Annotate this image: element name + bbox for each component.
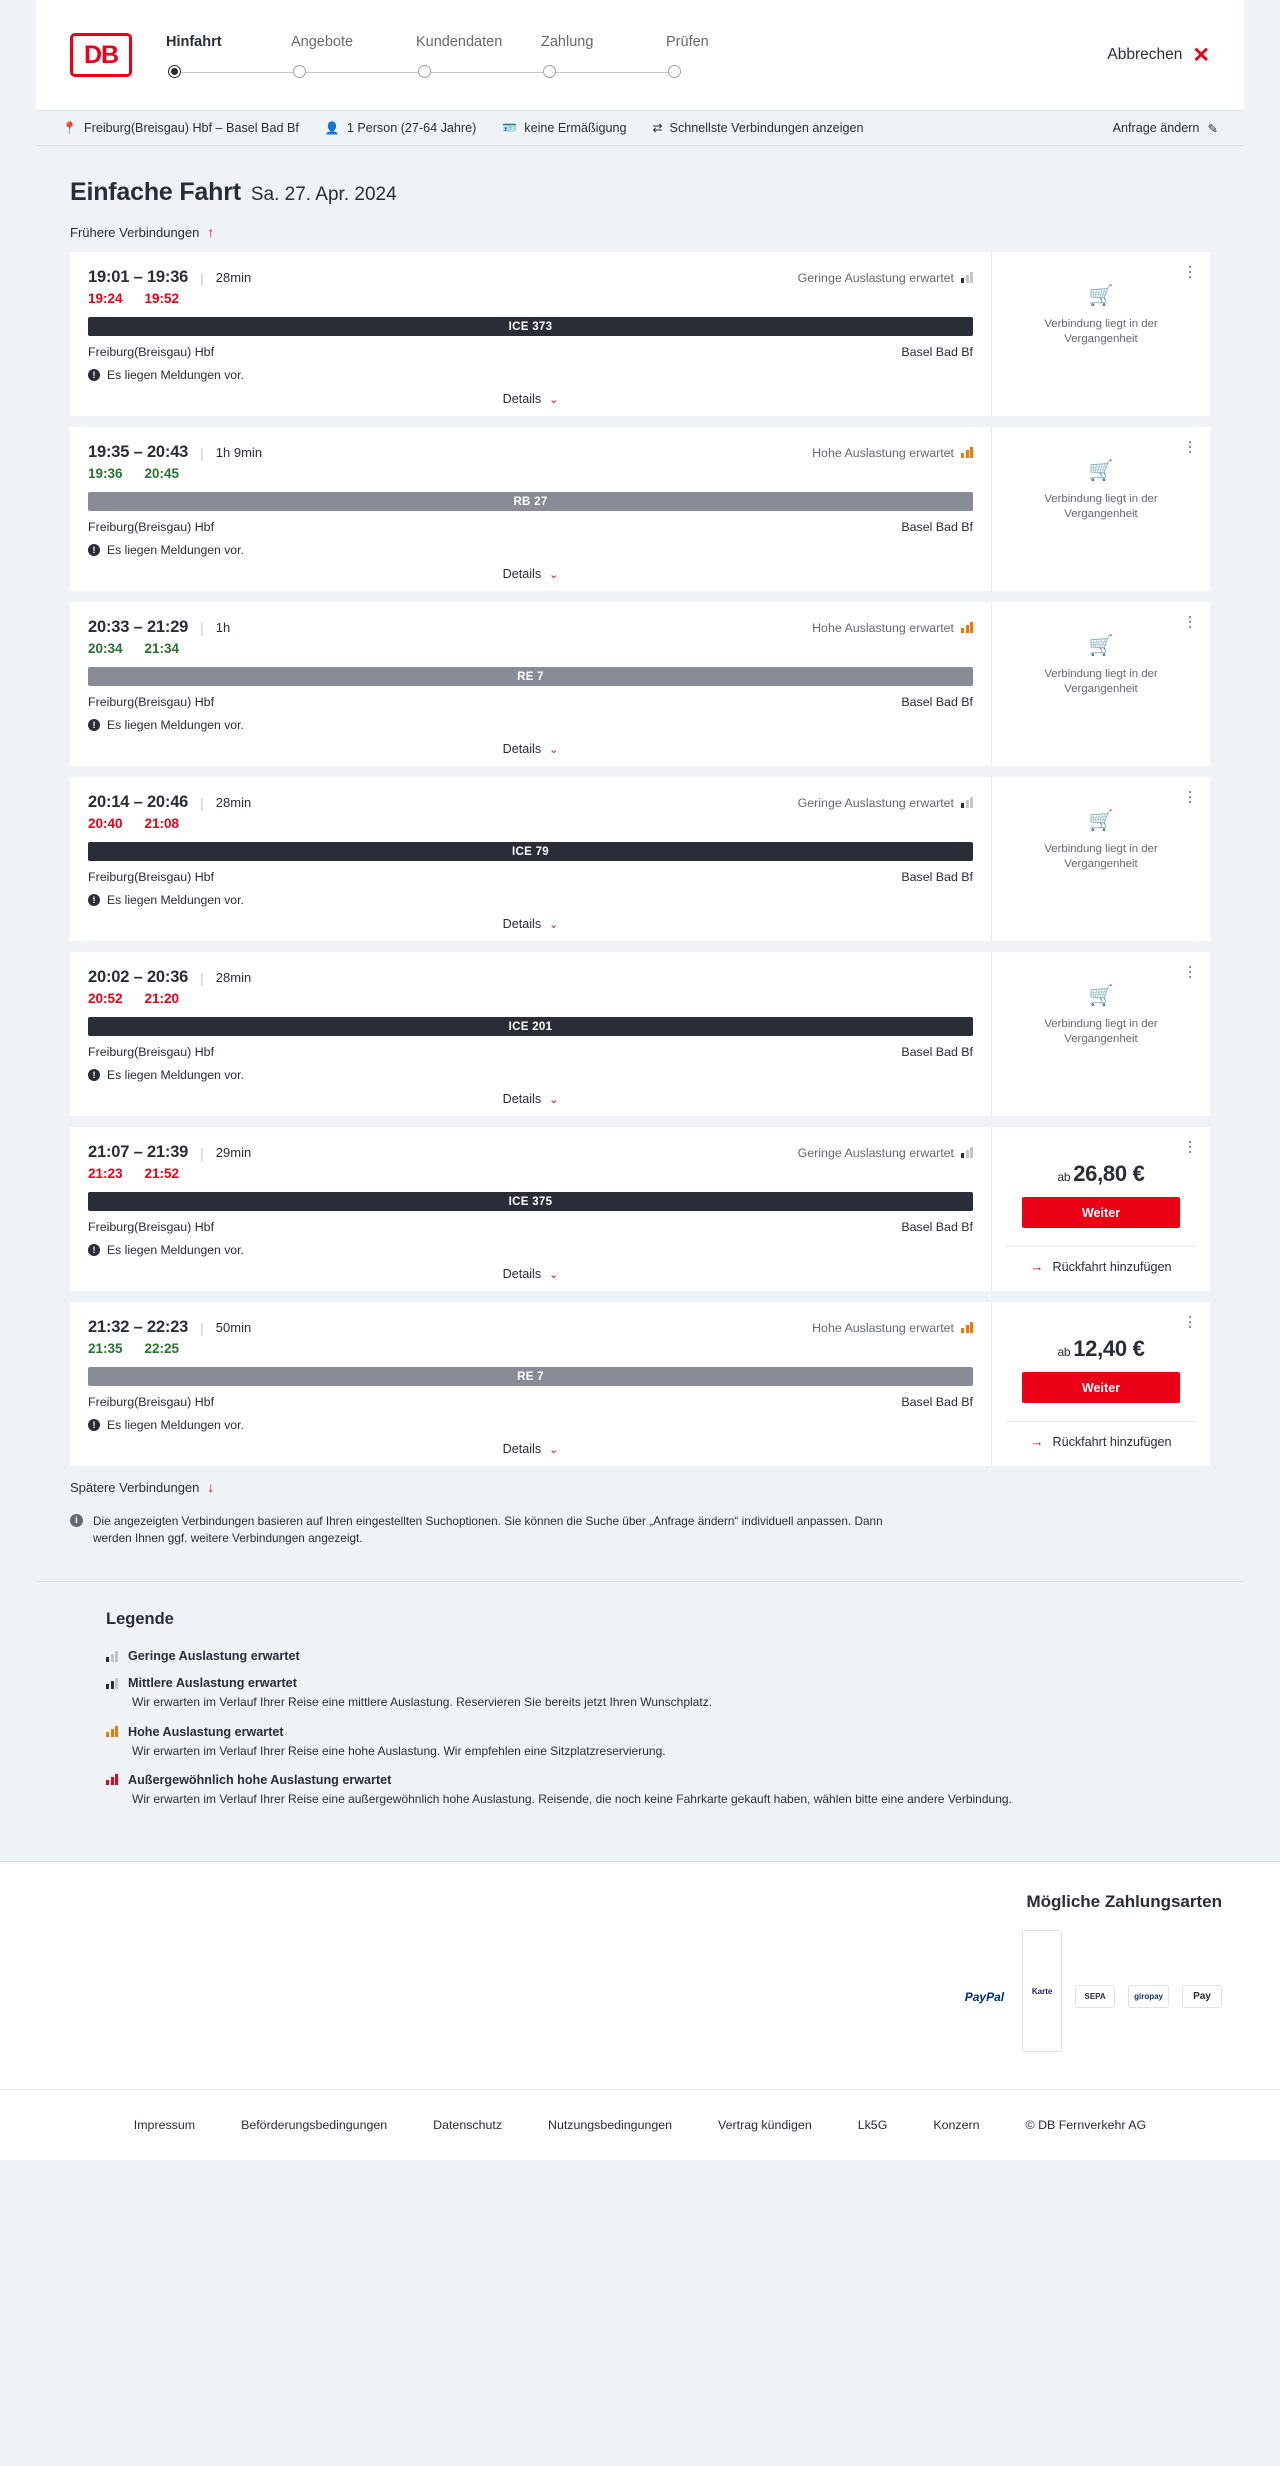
scheduled-time: 21:32 – 22:23 [88,1318,189,1336]
realtime-row [88,466,973,481]
info-icon: i [70,1514,83,1527]
realtime-departure: 20:52 [88,991,123,1006]
summary-discount[interactable] [502,121,626,135]
footer-link[interactable]: Lk5G [857,2118,888,2133]
duration-label: 28min [215,970,252,985]
scheduled-time: 21:07 – 21:39 [88,1143,189,1161]
occupancy-label: Hohe Auslastung erwartet [812,620,954,635]
train-badge: RE 7 [88,667,973,686]
connection-card[interactable] [70,427,1210,591]
realtime-departure: 20:34 [88,641,123,656]
connection-times-row [88,1318,973,1337]
occupancy-bars-icon [106,1774,118,1785]
legend-item [106,1649,1174,1663]
connection-list [36,252,1244,1466]
later-connections-button[interactable] [36,1479,1244,1495]
station-from: Freiburg(Breisgau) Hbf [88,1395,215,1409]
price-value: ab 26,80 € [1057,1161,1145,1186]
realtime-arrival: 19:52 [144,291,180,306]
divider: | [200,794,204,811]
step-connector [551,72,668,73]
chevron-down-icon: ⌄ [549,918,559,931]
add-return-label: Rückfahrt hinzufügen [1052,1434,1172,1449]
stations-row [88,870,973,884]
edit-request-button[interactable] [1113,121,1218,136]
scheduled-time: 20:33 – 21:29 [88,618,189,636]
stations-row [88,1045,973,1059]
station-from: Freiburg(Breisgau) Hbf [88,870,215,884]
details-toggle[interactable] [88,742,973,756]
summary-route[interactable] [62,121,299,135]
divider: | [200,444,204,461]
station-to: Basel Bad Bf [901,695,973,709]
duration-label: 50min [215,1320,252,1335]
search-summary-bar [36,110,1244,146]
price-prefix: ab [1057,1345,1071,1359]
connection-details [70,252,992,416]
connection-details [70,777,992,941]
connection-times-row [88,268,973,287]
divider: | [200,619,204,636]
station-to: Basel Bad Bf [901,1220,973,1234]
station-to: Basel Bad Bf [901,1395,973,1409]
price-prefix: ab [1057,1170,1071,1184]
cancel-button[interactable] [1107,45,1210,66]
warning-icon: ! [88,719,100,731]
arrow-right-icon: → [1030,1259,1044,1274]
legend-item [106,1773,1174,1808]
more-options-icon[interactable] [1182,1137,1198,1157]
occupancy-label: Geringe Auslastung erwartet [797,795,954,810]
connection-times-row [88,793,973,812]
past-connection-text: Verbindung liegt in der Vergangenheit [1044,1018,1158,1046]
warning-icon: ! [88,894,100,906]
payment-icons [960,1930,1222,2063]
connection-details [70,602,992,766]
sort-icon: ⇄ [652,121,663,135]
disruption-message [88,1243,973,1257]
page-title: Einfache Fahrt [70,178,241,206]
step-prüfen[interactable] [666,34,791,83]
step-connector [176,72,293,73]
realtime-departure: 20:40 [88,816,123,831]
details-label: Details [502,917,542,931]
later-connections-label: Spätere Verbindungen [70,1479,200,1495]
more-options-icon[interactable] [1182,1312,1198,1332]
scheduled-time: 19:01 – 19:36 [88,268,189,286]
connection-card[interactable] [70,1127,1210,1291]
legend-item-title: Geringe Auslastung erwartet [128,1649,300,1664]
app-header [36,0,1244,110]
step-connector [426,72,543,73]
realtime-departure: 19:36 [88,466,123,481]
realtime-row [88,291,973,306]
details-label: Details [502,1442,542,1456]
chevron-down-icon: ⌄ [549,1268,559,1281]
disruption-text: Es liegen Meldungen vor. [107,718,244,732]
past-connection-notice [1026,461,1176,523]
close-icon[interactable]: ✕ [1192,43,1210,67]
connection-card[interactable] [70,777,1210,941]
details-toggle[interactable] [88,392,973,406]
creditcard-icon: Karte [1022,1930,1062,2052]
occupancy-label: Geringe Auslastung erwartet [797,1145,954,1160]
stations-row [88,520,973,534]
payment-title: Mögliche Zahlungsarten [1026,1892,1222,1912]
summary-discount-label: keine Ermäßigung [524,121,627,135]
step-label: Prüfen [666,33,709,50]
payment-section [0,1862,1280,2089]
disruption-message [88,893,973,907]
add-return-label: Rückfahrt hinzufügen [1052,1259,1172,1274]
scheduled-time: 20:14 – 20:46 [88,793,189,811]
location-pin-icon: 📍 [62,121,77,135]
occupancy-label: Geringe Auslastung erwartet [797,270,954,285]
progress-steps [166,34,791,83]
train-badge: ICE 375 [88,1192,973,1211]
past-connection-text: Verbindung liegt in der Vergangenheit [1044,493,1158,521]
train-badge: ICE 373 [88,317,973,336]
realtime-row [88,816,973,831]
scheduled-time: 20:02 – 20:36 [88,968,189,986]
connection-booking [992,1302,1210,1466]
legend-item-desc: Wir erwarten im Verlauf Ihrer Reise eine mittlere Auslastung. Reservieren Sie bereits jetzt Ihren Wunschplatz. [132,1695,713,1710]
footer-link[interactable]: Konzern [933,2118,980,2133]
occupancy-bars-icon [961,1322,973,1333]
more-options-icon[interactable] [1182,437,1198,457]
station-from: Freiburg(Breisgau) Hbf [88,1045,215,1059]
stations-row [88,1220,973,1234]
occupancy-bars-icon [961,622,973,633]
stations-row [88,345,973,359]
step-label: Hinfahrt [166,33,222,50]
edit-request-label: Anfrage ändern [1112,121,1200,135]
station-to: Basel Bad Bf [901,345,973,359]
details-toggle[interactable] [88,1442,973,1456]
search-hint [70,1513,900,1547]
footer-link[interactable]: Datenschutz [433,2118,503,2133]
step-dot-icon [543,65,556,78]
connection-booking [992,777,1210,941]
occupancy-bars-icon [961,1147,973,1158]
step-kundendaten[interactable] [416,34,541,83]
realtime-arrival: 21:52 [144,1166,180,1181]
chevron-down-icon: ⌄ [549,393,559,406]
disruption-message [88,1418,973,1432]
connection-details [70,1127,992,1291]
connection-details [70,1302,992,1466]
scheduled-time: 19:35 – 20:43 [88,443,189,461]
giropay-icon: giropay [1128,1985,1169,2008]
step-zahlung[interactable] [541,34,666,83]
warning-icon: ! [88,1419,100,1431]
applepay-icon: Pay [1182,1985,1222,2008]
occupancy-bars-icon [961,797,973,808]
disruption-message [88,368,973,382]
footer-link[interactable]: Vertrag kündigen [718,2118,812,2133]
details-label: Details [502,1092,542,1106]
connection-times-row [88,1143,973,1162]
step-angebote[interactable] [291,34,416,83]
realtime-arrival: 20:45 [144,466,180,481]
connection-booking [992,602,1210,766]
connection-booking [992,1127,1210,1291]
connection-times-row [88,618,973,637]
add-return-button[interactable] [1006,1421,1196,1449]
disruption-message [88,718,973,732]
continue-button[interactable]: Weiter [1022,1372,1180,1403]
person-icon: 👤 [324,121,340,135]
price-value: ab 12,40 € [1057,1336,1145,1361]
arrow-down-icon: ↓ [207,1479,215,1495]
train-badge: ICE 201 [88,1017,973,1036]
past-connection-notice [1026,636,1176,698]
connection-card[interactable] [70,252,1210,416]
more-options-icon[interactable] [1182,262,1198,282]
disruption-text: Es liegen Meldungen vor. [107,1068,244,1082]
continue-button[interactable]: Weiter [1022,1197,1180,1228]
disruption-text: Es liegen Meldungen vor. [107,893,244,907]
occupancy-indicator [812,446,973,460]
connection-booking [992,252,1210,416]
cart-icon: 🛒 [1088,810,1114,832]
realtime-row [88,1341,973,1356]
cart-icon: 🛒 [1088,460,1114,482]
connection-details [70,427,992,591]
step-label: Angebote [291,33,354,50]
legend-item-desc: Wir erwarten im Verlauf Ihrer Reise eine hohe Auslastung. Wir empfehlen eine Sitzplatzreservierung. [132,1743,666,1758]
details-label: Details [502,567,542,581]
occupancy-bars-icon [106,1651,118,1662]
connection-booking [992,952,1210,1116]
more-options-icon[interactable] [1182,612,1198,632]
more-options-icon[interactable] [1182,787,1198,807]
cart-icon: 🛒 [1088,635,1114,657]
step-dot-icon [293,65,306,78]
cancel-label: Abbrechen [1107,46,1183,63]
past-connection-notice [1026,986,1176,1048]
paypal-icon: PayPal [960,1985,1009,2008]
footer-copyright: © DB Fernverkehr AG [1025,2118,1147,2133]
chevron-down-icon: ⌄ [549,568,559,581]
pencil-icon: ✎ [1207,121,1218,136]
legend-item-desc: Wir erwarten im Verlauf Ihrer Reise eine außergewöhnlich hohe Auslastung. Reisende, die noch keine Fahrkarte gekauft haben, wählen bitte eine andere Verbindung. [132,1791,1012,1806]
warning-icon: ! [88,369,100,381]
past-connection-text: Verbindung liegt in der Vergangenheit [1044,318,1158,346]
station-to: Basel Bad Bf [901,870,973,884]
divider: | [200,969,204,986]
header-wrapper [0,0,1280,110]
chevron-down-icon: ⌄ [549,743,559,756]
disruption-text: Es liegen Meldungen vor. [107,543,244,557]
station-from: Freiburg(Breisgau) Hbf [88,695,215,709]
occupancy-bars-icon [106,1726,118,1737]
realtime-row [88,991,973,1006]
travel-date: Sa. 27. Apr. 2024 [250,184,397,205]
step-dot-icon [668,65,681,78]
legend-item [106,1676,1174,1711]
earlier-connections-label: Frühere Verbindungen [70,224,200,240]
summary-sorting[interactable] [652,121,863,135]
stations-row [88,695,973,709]
divider: | [200,1319,204,1336]
earlier-connections-button[interactable] [36,224,1244,240]
occupancy-indicator [798,796,973,810]
cart-icon: 🛒 [1088,285,1114,307]
connection-details [70,952,992,1116]
occupancy-indicator [798,271,973,285]
divider: | [200,269,204,286]
step-label: Zahlung [541,33,594,50]
disruption-message [88,1068,973,1082]
occupancy-label: Hohe Auslastung erwartet [812,445,954,460]
realtime-arrival: 22:25 [144,1341,180,1356]
details-toggle[interactable] [88,917,973,931]
legend-item-title: Mittlere Auslastung erwartet [128,1676,297,1691]
details-toggle[interactable] [88,1267,973,1281]
summary-wrapper [0,110,1280,146]
page-footer [0,2090,1280,2160]
search-hint-text: Die angezeigten Verbindungen basieren auf Ihren eingestellten Suchoptionen. Sie können die Suche über „Anfrage ändern“ individuell anpassen. Dann werden Ihnen ggf. weitere Verbindungen angezeigt. [93,1514,883,1546]
past-connection-notice [1026,286,1176,348]
realtime-arrival: 21:08 [144,816,180,831]
connection-card[interactable] [70,952,1210,1116]
summary-passengers-label: 1 Person (27-64 Jahre) [346,121,477,135]
warning-icon: ! [88,1069,100,1081]
occupancy-bars-icon [961,447,973,458]
duration-label: 1h [215,620,231,635]
details-label: Details [502,1267,542,1281]
past-connection-notice [1026,811,1176,873]
footer-link[interactable]: Beförderungsbedingungen [241,2118,388,2133]
occupancy-label: Hohe Auslastung erwartet [812,1320,954,1335]
step-hinfahrt[interactable] [166,34,291,83]
duration-label: 29min [215,1145,252,1160]
disruption-text: Es liegen Meldungen vor. [107,1243,244,1257]
disruption-message [88,543,973,557]
occupancy-bars-icon [106,1678,118,1689]
duration-label: 28min [215,795,252,810]
step-connector [301,72,418,73]
page-title-row [36,146,1244,207]
station-from: Freiburg(Breisgau) Hbf [88,520,215,534]
occupancy-indicator [798,1146,973,1160]
db-logo: DB [70,33,132,77]
realtime-arrival: 21:20 [144,991,180,1006]
more-options-icon[interactable] [1182,962,1198,982]
step-label: Kundendaten [416,33,503,50]
train-badge: RE 7 [88,1367,973,1386]
footer-link[interactable]: Nutzungsbedingungen [548,2118,673,2133]
connection-times-row [88,443,973,462]
past-connection-text: Verbindung liegt in der Vergangenheit [1044,843,1158,871]
cart-icon: 🛒 [1088,985,1114,1007]
realtime-departure: 21:35 [88,1341,123,1356]
past-connection-text: Verbindung liegt in der Vergangenheit [1044,668,1158,696]
station-to: Basel Bad Bf [901,1045,973,1059]
summary-route-label: Freiburg(Breisgau) Hbf – Basel Bad Bf [83,121,299,135]
connection-card[interactable] [70,602,1210,766]
warning-icon: ! [88,544,100,556]
station-from: Freiburg(Breisgau) Hbf [88,1220,215,1234]
footer-link[interactable]: Impressum [133,2118,196,2133]
station-from: Freiburg(Breisgau) Hbf [88,345,215,359]
details-toggle[interactable] [88,567,973,581]
station-to: Basel Bad Bf [901,520,973,534]
connection-booking [992,427,1210,591]
connection-times-row [88,968,973,987]
stations-row [88,1395,973,1409]
connection-card[interactable] [70,1302,1210,1466]
legend-item-title: Hohe Auslastung erwartet [128,1724,284,1739]
chevron-down-icon: ⌄ [549,1443,559,1456]
card-icon: 🪪 [502,121,518,135]
arrow-right-icon: → [1030,1434,1044,1449]
chevron-down-icon: ⌄ [549,1093,559,1106]
realtime-arrival: 21:34 [144,641,180,656]
main-content [0,146,1280,1861]
occupancy-indicator [812,1321,973,1335]
details-label: Details [502,392,542,406]
details-label: Details [502,742,542,756]
warning-icon: ! [88,1244,100,1256]
disruption-text: Es liegen Meldungen vor. [107,1418,244,1432]
duration-label: 1h 9min [215,445,263,460]
legend-item [106,1725,1174,1760]
realtime-row [88,1166,973,1181]
disruption-text: Es liegen Meldungen vor. [107,368,244,382]
train-badge: RB 27 [88,492,973,511]
train-badge: ICE 79 [88,842,973,861]
occupancy-indicator [812,621,973,635]
details-toggle[interactable] [88,1092,973,1106]
duration-label: 28min [215,270,252,285]
summary-sorting-label: Schnellste Verbindungen anzeigen [669,121,864,135]
legend-section [36,1582,1244,1861]
legend-item-title: Außergewöhnlich hohe Auslastung erwartet [128,1772,392,1787]
legend-title: Legende [106,1610,174,1629]
legend-items [106,1649,1174,1808]
realtime-row [88,641,973,656]
add-return-button[interactable] [1006,1246,1196,1274]
divider: | [200,1144,204,1161]
step-dot-icon [168,65,181,78]
occupancy-bars-icon [961,272,973,283]
step-dot-icon [418,65,431,78]
summary-passengers[interactable] [325,121,476,135]
arrow-up-icon: ↑ [207,224,215,240]
realtime-departure: 21:23 [88,1166,123,1181]
realtime-departure: 19:24 [88,291,123,306]
sepa-icon: SEPA [1075,1985,1115,2008]
